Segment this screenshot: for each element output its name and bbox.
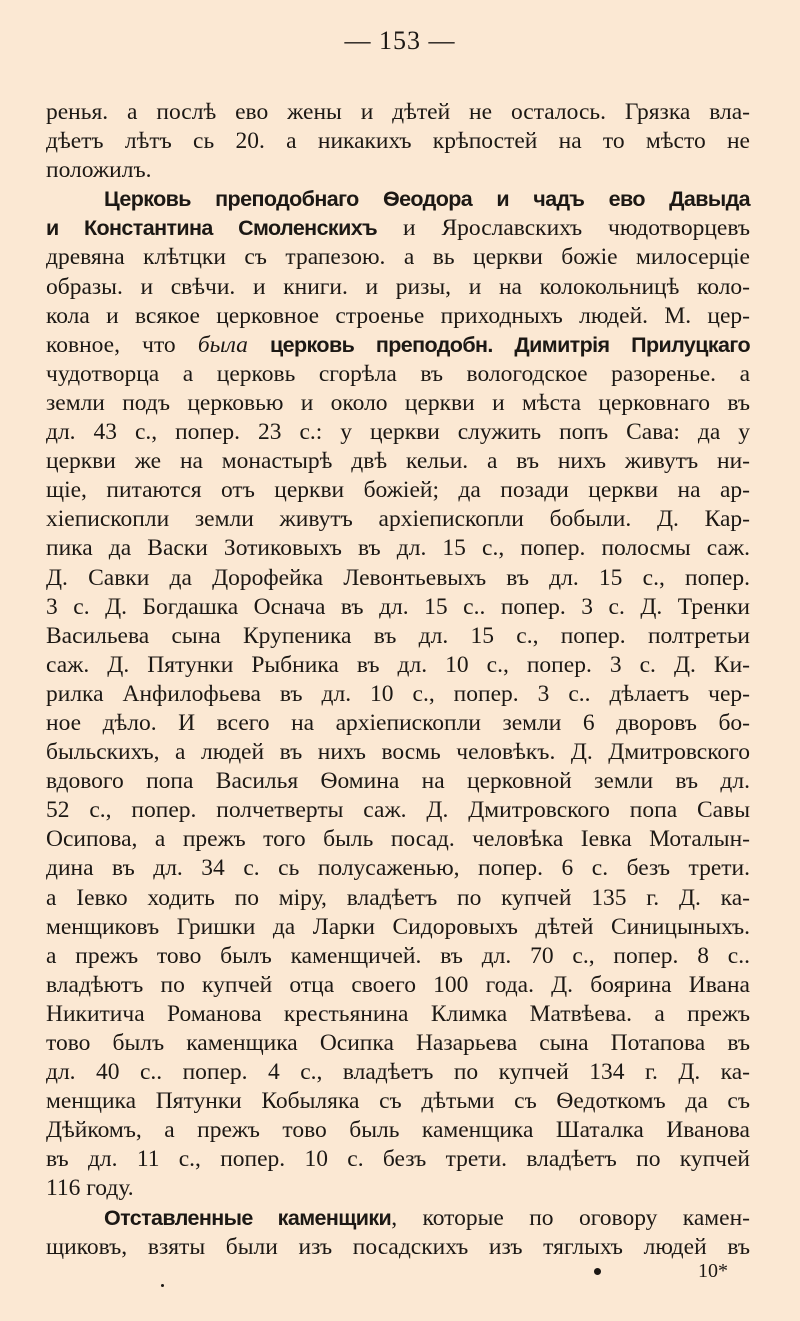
text-segment: 116 году. xyxy=(46,1175,134,1202)
text-segment: менщиковъ Гришки да Ларки Сидоровыхъ дѣтей Синицыныхъ. xyxy=(46,913,750,940)
body-text xyxy=(46,98,750,1262)
text-line xyxy=(46,738,750,767)
text-line xyxy=(46,622,750,651)
text-segment: ковное, что xyxy=(46,331,198,358)
text-line xyxy=(46,476,750,505)
text-line xyxy=(46,593,750,622)
text-segment: дл. 40 с.. попер. 4 с., владѣетъ по купчей 134 г. Д. ка- xyxy=(46,1059,750,1086)
text-line xyxy=(46,1204,750,1233)
text-line xyxy=(46,1029,750,1058)
text-line xyxy=(46,796,750,825)
text-line xyxy=(46,389,750,418)
text-segment: земли подъ церковью и около церкви и мѣста церковнаго въ xyxy=(46,389,750,416)
text-line xyxy=(46,1116,750,1145)
text-line xyxy=(46,884,750,913)
text-line xyxy=(46,243,750,272)
text-line xyxy=(46,1000,750,1029)
italic-text: была xyxy=(197,331,248,358)
text-line xyxy=(46,505,750,534)
text-segment: , которые по оговору камен- xyxy=(391,1204,750,1231)
text-segment: дѣетъ лѣтъ сь 20. а никакихъ крѣпостей на то мѣсто не xyxy=(46,128,750,155)
text-line xyxy=(46,98,750,127)
text-line xyxy=(46,942,750,971)
text-line xyxy=(46,651,750,680)
text-line xyxy=(46,709,750,738)
text-segment: и Ярославскихъ чюдотворцевъ xyxy=(377,215,751,242)
text-line xyxy=(46,185,750,214)
printer-speck xyxy=(161,1284,164,1287)
text-line xyxy=(46,913,750,942)
text-line xyxy=(46,302,750,331)
text-line xyxy=(46,273,750,302)
text-segment: Д. Савки да Дорофейка Левонтьевыхъ въ дл. 15 с., попер. xyxy=(46,564,750,591)
text-segment xyxy=(248,332,270,358)
text-segment: кола и всякое церковное строенье приходныхъ людей. М. цер- xyxy=(46,302,750,329)
text-segment: чудотворца а церковь сгорѣла въ вологодское разоренье. а xyxy=(46,360,750,387)
page-number: — 153 — xyxy=(344,26,456,55)
text-line xyxy=(46,1087,750,1116)
text-segment: щіе, питаются отъ церкви божіей; да позади церкви на ар- xyxy=(46,477,750,504)
text-segment: а Іевко ходить по міру, владѣетъ по купчей 135 г. Д. ка- xyxy=(46,884,750,911)
text-segment: хіепископли земли живутъ архіепископли бобыли. Д. Кар- xyxy=(46,506,750,533)
text-segment: ренья. а послѣ ево жены и дѣтей не осталось. Грязка вла- xyxy=(46,99,750,125)
bold-heading-text: Церковь преподобнаго Ѳеодора и чадъ ево Давыда xyxy=(104,187,750,212)
text-segment: Никитича Романова крестьянина Климка Матвѣева. а прежъ xyxy=(46,1000,750,1027)
text-segment: въ дл. 11 с., попер. 10 с. безъ трети. владѣетъ по купчей xyxy=(46,1146,750,1173)
text-line xyxy=(46,360,750,389)
text-segment: рилка Анфилофьева въ дл. 10 с., попер. 3 с.. дѣлаетъ чер- xyxy=(46,680,750,707)
text-line xyxy=(46,214,750,243)
text-line xyxy=(46,1174,750,1203)
text-segment: пика да Васки Зотиковыхъ въ дл. 15 с., попер. полосмы саж. xyxy=(46,535,750,562)
text-segment: менщика Пятунки Кобыляка съ дѣтьми съ Ѳедоткомъ да съ xyxy=(46,1088,750,1115)
text-segment: быльскихъ, а людей въ нихъ восмь человѣкъ. Д. Дмитровского xyxy=(46,739,750,766)
text-line xyxy=(46,127,750,156)
text-segment: а прежъ тово былъ каменщичей. въ дл. 70 с., попер. 8 с.. xyxy=(46,942,750,969)
text-segment: положилъ. xyxy=(46,157,152,184)
bold-heading-text: церковь преподобн. Димитрія Прилуцкаго xyxy=(270,332,750,357)
text-line xyxy=(46,156,750,185)
text-segment: 3 с. Д. Богдашка Оснача въ дл. 15 с.. попер. 3 с. Д. Тренки xyxy=(46,593,750,620)
text-line xyxy=(46,971,750,1000)
printer-dot xyxy=(594,1268,601,1275)
text-line xyxy=(46,1058,750,1087)
text-segment: щиковъ, взяты были изъ посадскихъ изъ тяглыхъ людей въ xyxy=(46,1233,750,1260)
bold-heading-text: Отставленные каменщики xyxy=(104,1205,392,1230)
sheet-signature: 10* xyxy=(698,1260,728,1282)
text-segment: саж. Д. Пятунки Рыбника въ дл. 10 с., попер. 3 с. Д. Ки- xyxy=(46,651,750,678)
text-line xyxy=(46,564,750,593)
text-line xyxy=(46,825,750,854)
text-segment: древяна клѣтцки съ трапезою. а вь церкви божіе милосерціе xyxy=(46,244,750,271)
text-segment: церкви же на монастырѣ двѣ кельи. а въ нихъ живутъ ни- xyxy=(46,448,750,475)
text-line xyxy=(46,418,750,447)
text-line xyxy=(46,1233,750,1262)
text-segment: образы. и свѣчи. и книги. и ризы, и на колокольницѣ коло- xyxy=(46,273,750,300)
text-line xyxy=(46,534,750,563)
text-line xyxy=(46,447,750,476)
text-segment: дина въ дл. 34 с. сь полусаженью, попер. 6 с. безъ трети. xyxy=(46,855,750,882)
text-segment: Васильева сына Крупеника въ дл. 15 с., попер. полтретьи xyxy=(46,622,750,649)
text-segment: вдового попа Василья Ѳомина на церковной земли въ дл. xyxy=(46,768,750,795)
text-segment: 52 с., попер. полчетверты саж. Д. Дмитровского попа Савы xyxy=(46,797,750,824)
text-segment: Осипова, а прежъ того быль посад. человѣка Іевка Моталын- xyxy=(46,826,750,853)
text-line xyxy=(46,680,750,709)
text-line xyxy=(46,854,750,883)
text-segment: ное дѣло. И всего на архіепископли земли 6 дворовъ бо- xyxy=(46,709,750,736)
text-segment: Дѣйкомъ, а прежъ тово быль каменщика Шаталка Иванова xyxy=(46,1117,750,1144)
text-line xyxy=(46,1145,750,1174)
text-line xyxy=(46,767,750,796)
bold-heading-text: и Константина Смоленскихъ xyxy=(46,216,378,241)
text-segment: тово былъ каменщика Осипка Назарьева сына Потапова въ xyxy=(46,1030,750,1056)
text-line xyxy=(46,331,750,360)
text-segment: дл. 43 с., попер. 23 с.: у церкви служить попъ Сава: да у xyxy=(46,419,750,446)
text-segment: владѣютъ по купчей отца своего 100 года. Д. боярина Ивана xyxy=(46,971,750,998)
